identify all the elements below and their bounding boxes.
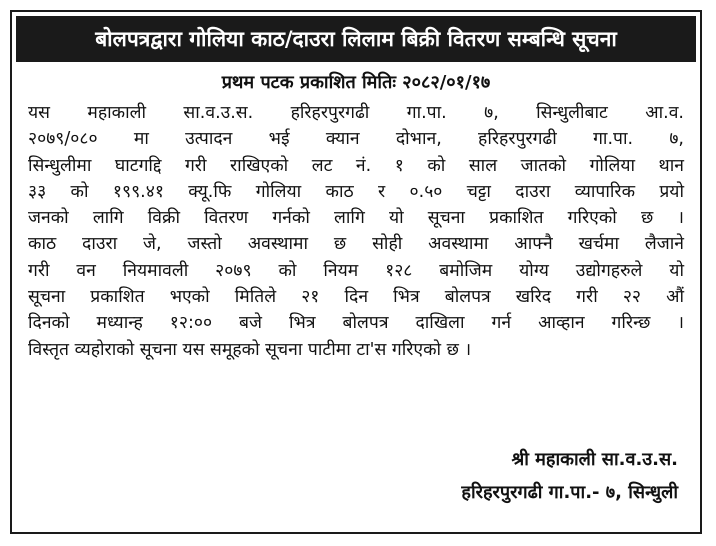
body-line: ३३ को १९९.४१ क्यू.फि गोलिया काठ र ०.५० चट्टा दाउरा व्यापारिक प्रयो: [28, 181, 684, 202]
notice-title: बोलपत्रद्वारा गोलिया काठ/दाउरा लिलाम बिक्री वितरण सम्बन्धि सूचना: [16, 16, 696, 62]
publication-date: प्रथम पटक प्रकाशित मितिः २०८२/०१/१७: [221, 72, 491, 93]
body-line: यस महाकाली सा.व.उ.स. हरिहरपुरगढी गा.पा. ७, सिन्धुलीबाट आ.व.: [28, 103, 684, 123]
body-line: दिनको मध्यान्ह १२:०० बजे भित्र बोलपत्र दाखिला गर्न आव्हान गरिन्छ ।: [28, 313, 684, 334]
body-line: गरी वन नियमावली २०७९ को नियम १२८ बमोजिम योग्य उद्योगहरुले यो: [28, 260, 684, 281]
body-line: सिन्धुलीमा घाटगद्दि गरी राखिएको लट नं. १ को साल जातको गोलिया थान: [28, 155, 684, 176]
notice-body: [28, 100, 684, 363]
body-line: सूचना प्रकाशित भएको मितिले २१ दिन भित्र बोलपत्र खरिद गरी २२ औं: [28, 287, 684, 308]
body-line: काठ दाउरा जे, जस्तो अवस्थामा छ सोही अवस्थामा आफ्नै खर्चमा लैजाने: [28, 234, 684, 255]
signature-address: हरिहरपुरगढी गा.पा.- ७, सिन्धुली: [461, 482, 678, 503]
body-line: विस्तृत व्यहोराको सूचना यस समूहको सूचना पाटीमा टा'स गरिएको छ ।: [28, 339, 472, 360]
body-line: जनको लागि विक्री वितरण गर्नको लागि यो सूचना प्रकाशित गरिएको छ ।: [28, 208, 684, 229]
public-notice: [10, 10, 702, 534]
body-line: २०७९/०८० मा उत्पादन भई क्यान दोभान, हरिहरपुरगढी गा.पा. ७,: [28, 129, 684, 150]
signature-organization: श्री महाकाली सा.व.उ.स.: [511, 449, 678, 470]
